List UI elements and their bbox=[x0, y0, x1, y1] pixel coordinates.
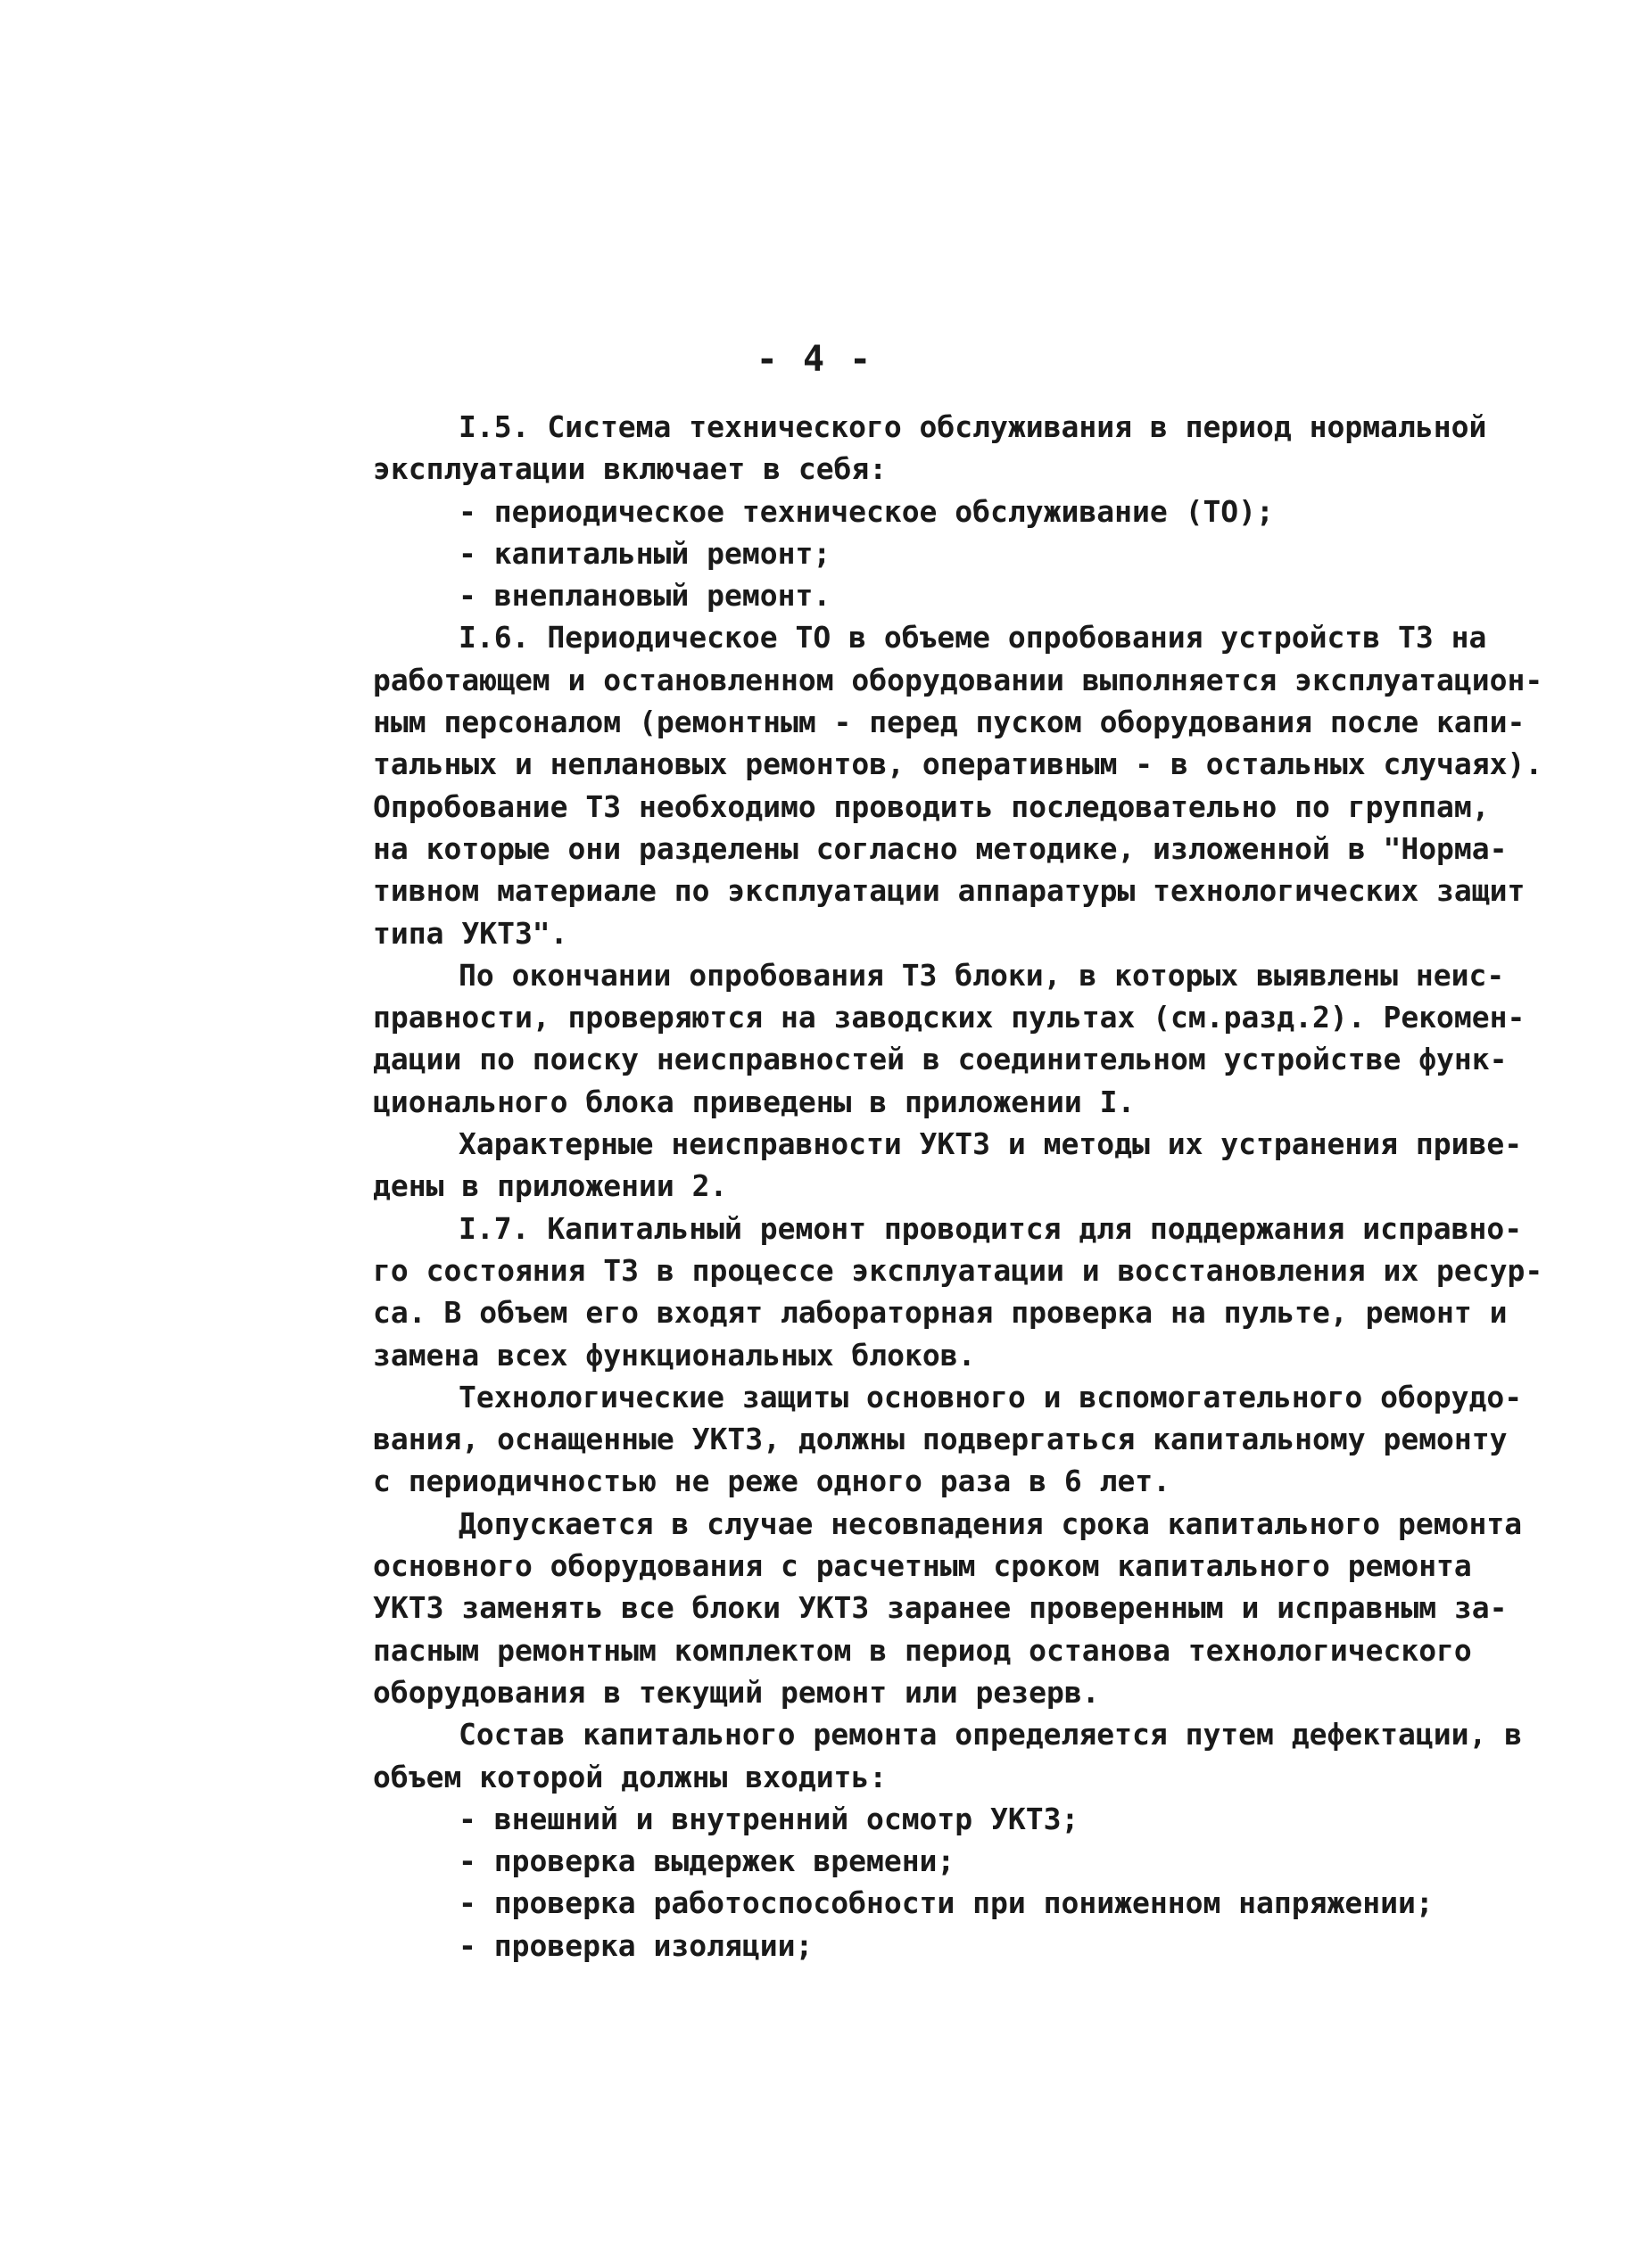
text-line: По окончании опробования ТЗ блоки, в которых выявлены неис- bbox=[459, 957, 1505, 993]
text-line: Допускается в случае несовпадения срока капитального ремонта bbox=[459, 1505, 1523, 1541]
text-line: - проверка изоляции; bbox=[459, 1927, 814, 1963]
text-line: объем которой должны входить: bbox=[373, 1759, 888, 1794]
page-number: - 4 - bbox=[756, 339, 873, 380]
text-line: го состояния ТЗ в процессе эксплуатации и восстановления их ресур- bbox=[373, 1252, 1543, 1288]
text-line: дены в приложении 2. bbox=[373, 1168, 728, 1204]
text-line: оборудования в текущий ремонт или резерв. bbox=[373, 1674, 1100, 1710]
text-line: I.7. Капитальный ремонт проводится для поддержания исправно- bbox=[459, 1210, 1523, 1246]
text-line: - проверка работоспособности при пониженном напряжении; bbox=[459, 1885, 1434, 1921]
text-line: - капитальный ремонт; bbox=[459, 535, 831, 571]
text-line: пасным ремонтным комплектом в период останова технологического bbox=[373, 1632, 1472, 1668]
text-line: основного оборудования с расчетным сроком капитального ремонта bbox=[373, 1548, 1472, 1584]
text-line: замена всех функциональных блоков. bbox=[373, 1337, 976, 1373]
text-line: тальных и неплановых ремонтов, оперативным - в остальных случаях). bbox=[373, 746, 1543, 782]
text-line: работающем и остановленном оборудовании выполняется эксплуатацион- bbox=[373, 662, 1543, 697]
text-line: ным персоналом (ремонтным - перед пуском оборудования после капи- bbox=[373, 705, 1526, 740]
text-line: УКТЗ заменять все блоки УКТЗ заранее проверенным и исправным за- bbox=[373, 1590, 1508, 1626]
text-line: эксплуатации включает в себя: bbox=[373, 451, 888, 487]
document-body bbox=[373, 406, 1543, 1967]
text-line: - периодическое техническое обслуживание (ТО); bbox=[459, 493, 1274, 529]
text-line: - внешний и внутренний осмотр УКТЗ; bbox=[459, 1801, 1079, 1836]
text-line: ционального блока приведены в приложении I. bbox=[373, 1084, 1136, 1119]
text-line: - проверка выдержек времени; bbox=[459, 1843, 955, 1879]
text-line: I.6. Периодическое ТО в объеме опробования устройств ТЗ на bbox=[459, 620, 1487, 656]
text-line: са. В объем его входят лабораторная проверка на пульте, ремонт и bbox=[373, 1295, 1508, 1331]
text-line: дации по поиску неисправностей в соединительном устройстве функ- bbox=[373, 1042, 1508, 1077]
text-line: типа УКТЗ". bbox=[373, 915, 568, 951]
text-line: Состав капитального ремонта определяется путем дефектации, в bbox=[459, 1717, 1523, 1753]
text-line: вания, оснащенные УКТЗ, должны подвергаться капитальному ремонту bbox=[373, 1422, 1508, 1457]
text-line: - внеплановый ремонт. bbox=[459, 578, 831, 614]
text-line: Характерные неисправности УКТЗ и методы их устранения приве- bbox=[459, 1126, 1523, 1162]
text-line: Опробование ТЗ необходимо проводить последовательно по группам, bbox=[373, 788, 1490, 824]
text-line: I.5. Система технического обслуживания в период нормальной bbox=[459, 409, 1487, 444]
text-line: Технологические защиты основного и вспомогательного оборудо- bbox=[459, 1379, 1523, 1414]
text-line: с периодичностью не реже одного раза в 6 лет. bbox=[373, 1464, 1171, 1499]
text-line: тивном материале по эксплуатации аппаратуры технологических защит bbox=[373, 873, 1526, 909]
text-line: правности, проверяются на заводских пультах (см.разд.2). Рекомен- bbox=[373, 1000, 1526, 1035]
text-line: на которые они разделены согласно методике, изложенной в "Норма- bbox=[373, 830, 1508, 866]
